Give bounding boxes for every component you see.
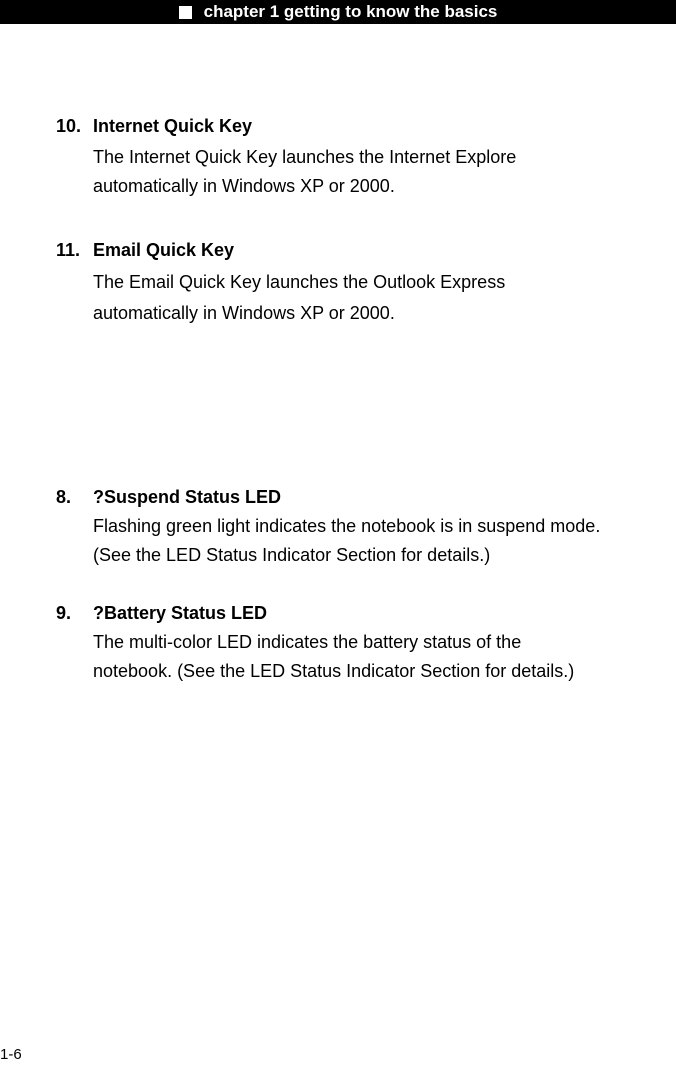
list-item-email-quick-key: [56, 239, 678, 329]
item-title: Internet Quick Key: [93, 116, 253, 136]
item-number: 10.: [56, 116, 82, 136]
list-item-internet-quick-key: [56, 115, 678, 201]
item-title: ?Battery Status LED: [93, 603, 268, 623]
description-line: The Internet Quick Key launches the Internet Explore: [93, 147, 517, 167]
description-line: notebook. (See the LED Status Indicator Section for details.): [93, 661, 575, 681]
item-description: [93, 143, 678, 201]
item-heading: [56, 486, 678, 508]
chapter-header: [0, 0, 676, 24]
list-item-suspend-status-led: [56, 486, 678, 570]
item-heading: [56, 115, 678, 137]
item-number: 11.: [56, 240, 81, 260]
item-title: Email Quick Key: [93, 240, 235, 260]
square-bullet-icon: [179, 6, 192, 19]
page-number: 1-6: [0, 1046, 22, 1063]
description-line: Flashing green light indicates the notebook is in suspend mode.: [93, 516, 601, 536]
item-number: 8.: [56, 487, 72, 507]
item-number: 9.: [56, 603, 72, 623]
item-description: [93, 628, 678, 686]
item-heading: [56, 602, 678, 624]
item-description: [93, 512, 678, 570]
description-line: The Email Quick Key launches the Outlook Express: [93, 272, 506, 292]
description-line: (See the LED Status Indicator Section for details.): [93, 545, 491, 565]
description-line: automatically in Windows XP or 2000.: [93, 303, 395, 323]
list-item-battery-status-led: [56, 602, 678, 686]
item-title: ?Suspend Status LED: [93, 487, 282, 507]
item-heading: [56, 239, 678, 261]
description-line: The multi-color LED indicates the battery status of the: [93, 632, 522, 652]
item-description: [93, 267, 678, 329]
chapter-title: chapter 1 getting to know the basics: [203, 2, 498, 21]
description-line: automatically in Windows XP or 2000.: [93, 176, 395, 196]
